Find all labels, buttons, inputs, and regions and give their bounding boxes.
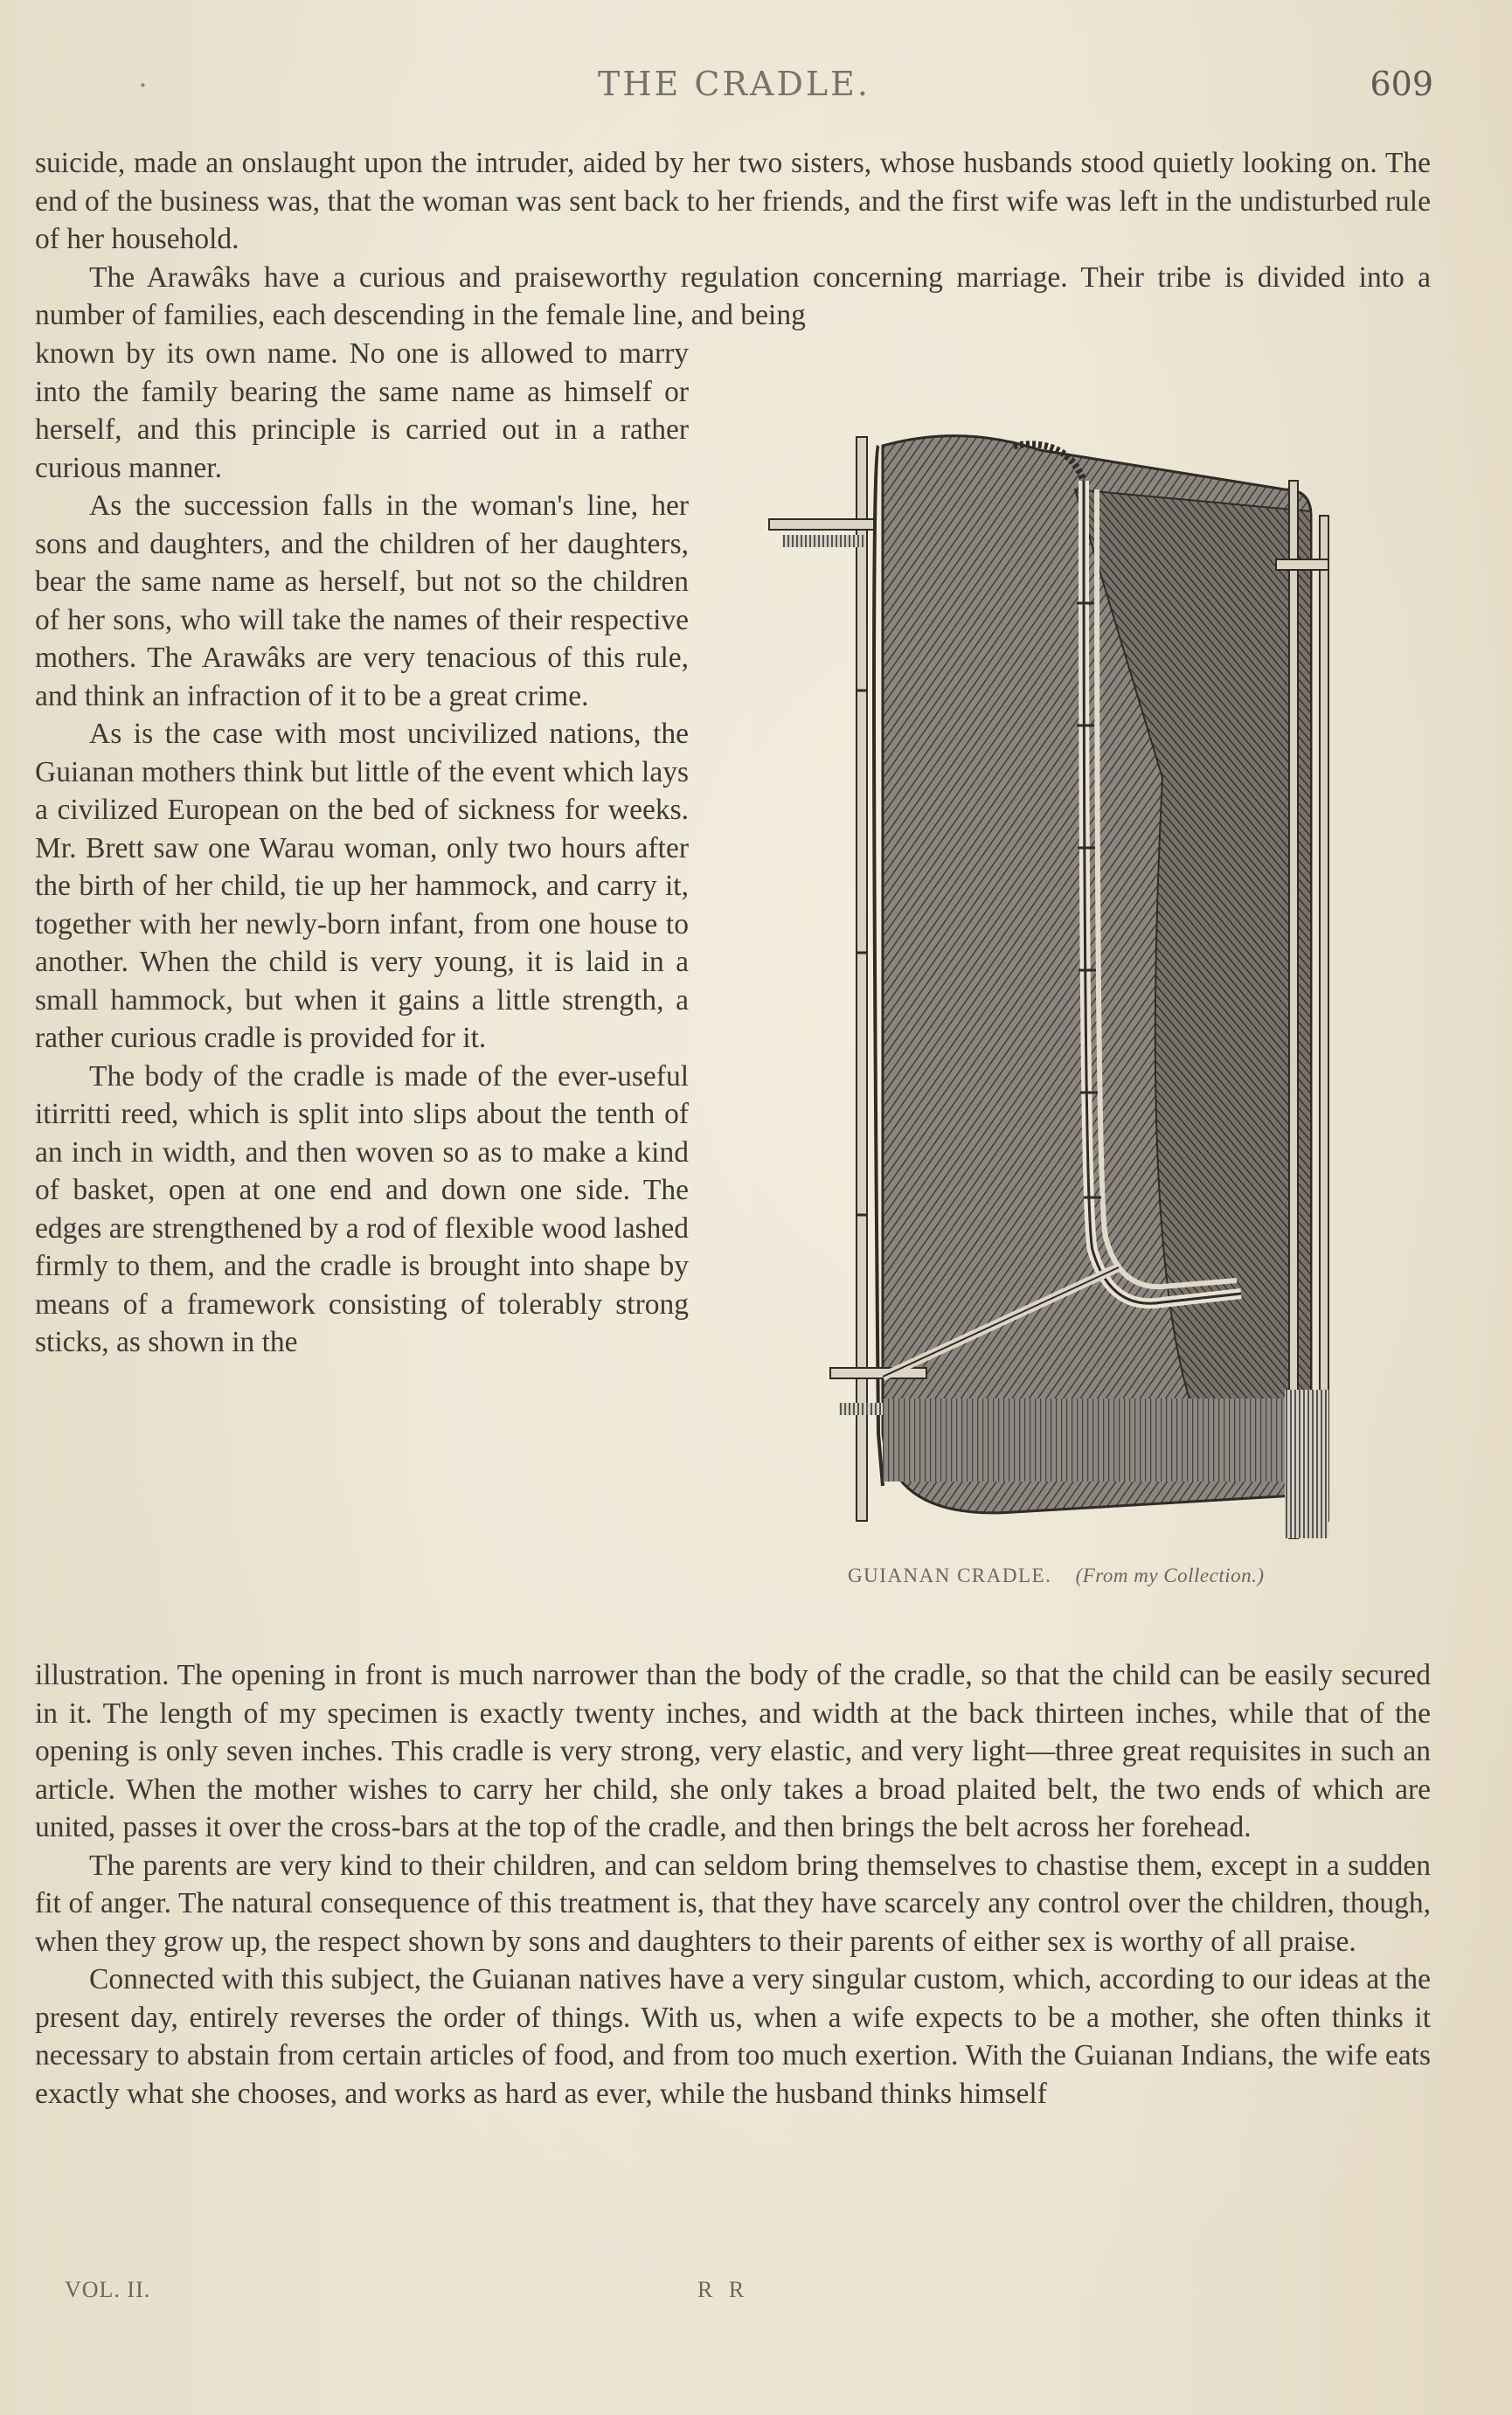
volume-label: VOL. II.: [65, 2277, 151, 2302]
paragraph: suicide, made an onslaught upon the intruder, aided by her two sisters, whose husbands stood quietly looking on. The end of the business was, that the woman was sent back to her friends, and the first wife was left in the undisturbed rule of her household.: [35, 147, 1431, 255]
signature-mark: R R: [697, 2277, 750, 2302]
paragraph: The parents are very kind to their children, and can seldom bring themselves to chastise them, except in a sudden fit of anger. The natural consequence of this treatment is, that they have scarcely any control over the children, though, when they grow up, the respect shown by sons and daughters to their parents of either sex is worthy of all praise.: [35, 1849, 1431, 1958]
paragraph: As is the case with most uncivilized nations, the Guianan mothers think but little of the event which lays a civilized European on the bed of sickness for weeks. Mr. Brett saw one Warau woman, only two hours after the birth of her child, tie up her hammock, and carry it, together with her newly-born infant, from one house to another. When the child is very young, it is laid in a small hammock, but when it gains a little strength, a rather curious cradle is provided for it.: [35, 718, 689, 1054]
paragraph: The Arawâks have a curious and praiseworthy regulation concerning marriage. Their tribe is divided into a number of families, each descending in the female line, and being: [35, 260, 1431, 331]
cradle-engraving: [752, 428, 1433, 1573]
page-footer: [35, 2277, 1433, 2312]
text-block-bottom: [35, 1656, 1431, 2113]
header-dot: ·: [138, 68, 148, 103]
text-block-top: [35, 144, 1431, 335]
caption-title: GUIANAN CRADLE.: [848, 1565, 1052, 1586]
text-block-column: [35, 335, 689, 1362]
cradle-illustration: [752, 428, 1433, 1573]
paragraph: As the succession falls in the woman's line, her sons and daughters, and the children of her daughters, bear the same name as herself, but not so the children of her sons, who will take the names of their respective mothers. The Arawâks are very tenacious of this rule, and think an infraction of it to be a great crime.: [35, 489, 689, 712]
running-header: [35, 61, 1433, 114]
paragraph: The body of the cradle is made of the ever-useful itirritti reed, which is split into slips about the tenth of an inch in width, and then woven so as to make a kind of basket, open at one end and down one side. The edges are strengthened by a rod of flexible wood lashed firmly to them, and the cradle is brought into shape by means of a framework consisting of tolerably strong sticks, as shown in the: [35, 1059, 689, 1358]
paragraph: known by its own name. No one is allowed to marry into the family bearing the same name as himself or herself, and this principle is carried out in a rather curious manner.: [35, 337, 689, 484]
running-title: THE CRADLE.: [598, 65, 870, 103]
figure-caption: [848, 1565, 1460, 1587]
caption-source: (From my Collection.): [1075, 1565, 1265, 1586]
page-number: 609: [1370, 65, 1433, 103]
paragraph: Connected with this subject, the Guianan natives have a very singular custom, which, according to our ideas at the present day, entirely reverses the order of things. With us, when a wife expects to be a mother, she often thinks it necessary to abstain from certain articles of food, and from too much exertion. With the Guianan Indians, the wife eats exactly what she chooses, and works as hard as ever, while the husband thinks himself: [35, 1963, 1431, 2110]
paragraph: illustration. The opening in front is much narrower than the body of the cradle, so that the child can be easily secured in it. The length of my specimen is exactly twenty inches, and width at the back thirteen inches, while that of the opening is only seven inches. This cradle is very strong, very elastic, and very light—three great requisites in such an article. When the mother wishes to carry her child, she only takes a broad plaited belt, the two ends of which are united, passes it over the cross-bars at the top of the cradle, and then brings the belt across her forehead.: [35, 1659, 1431, 1843]
